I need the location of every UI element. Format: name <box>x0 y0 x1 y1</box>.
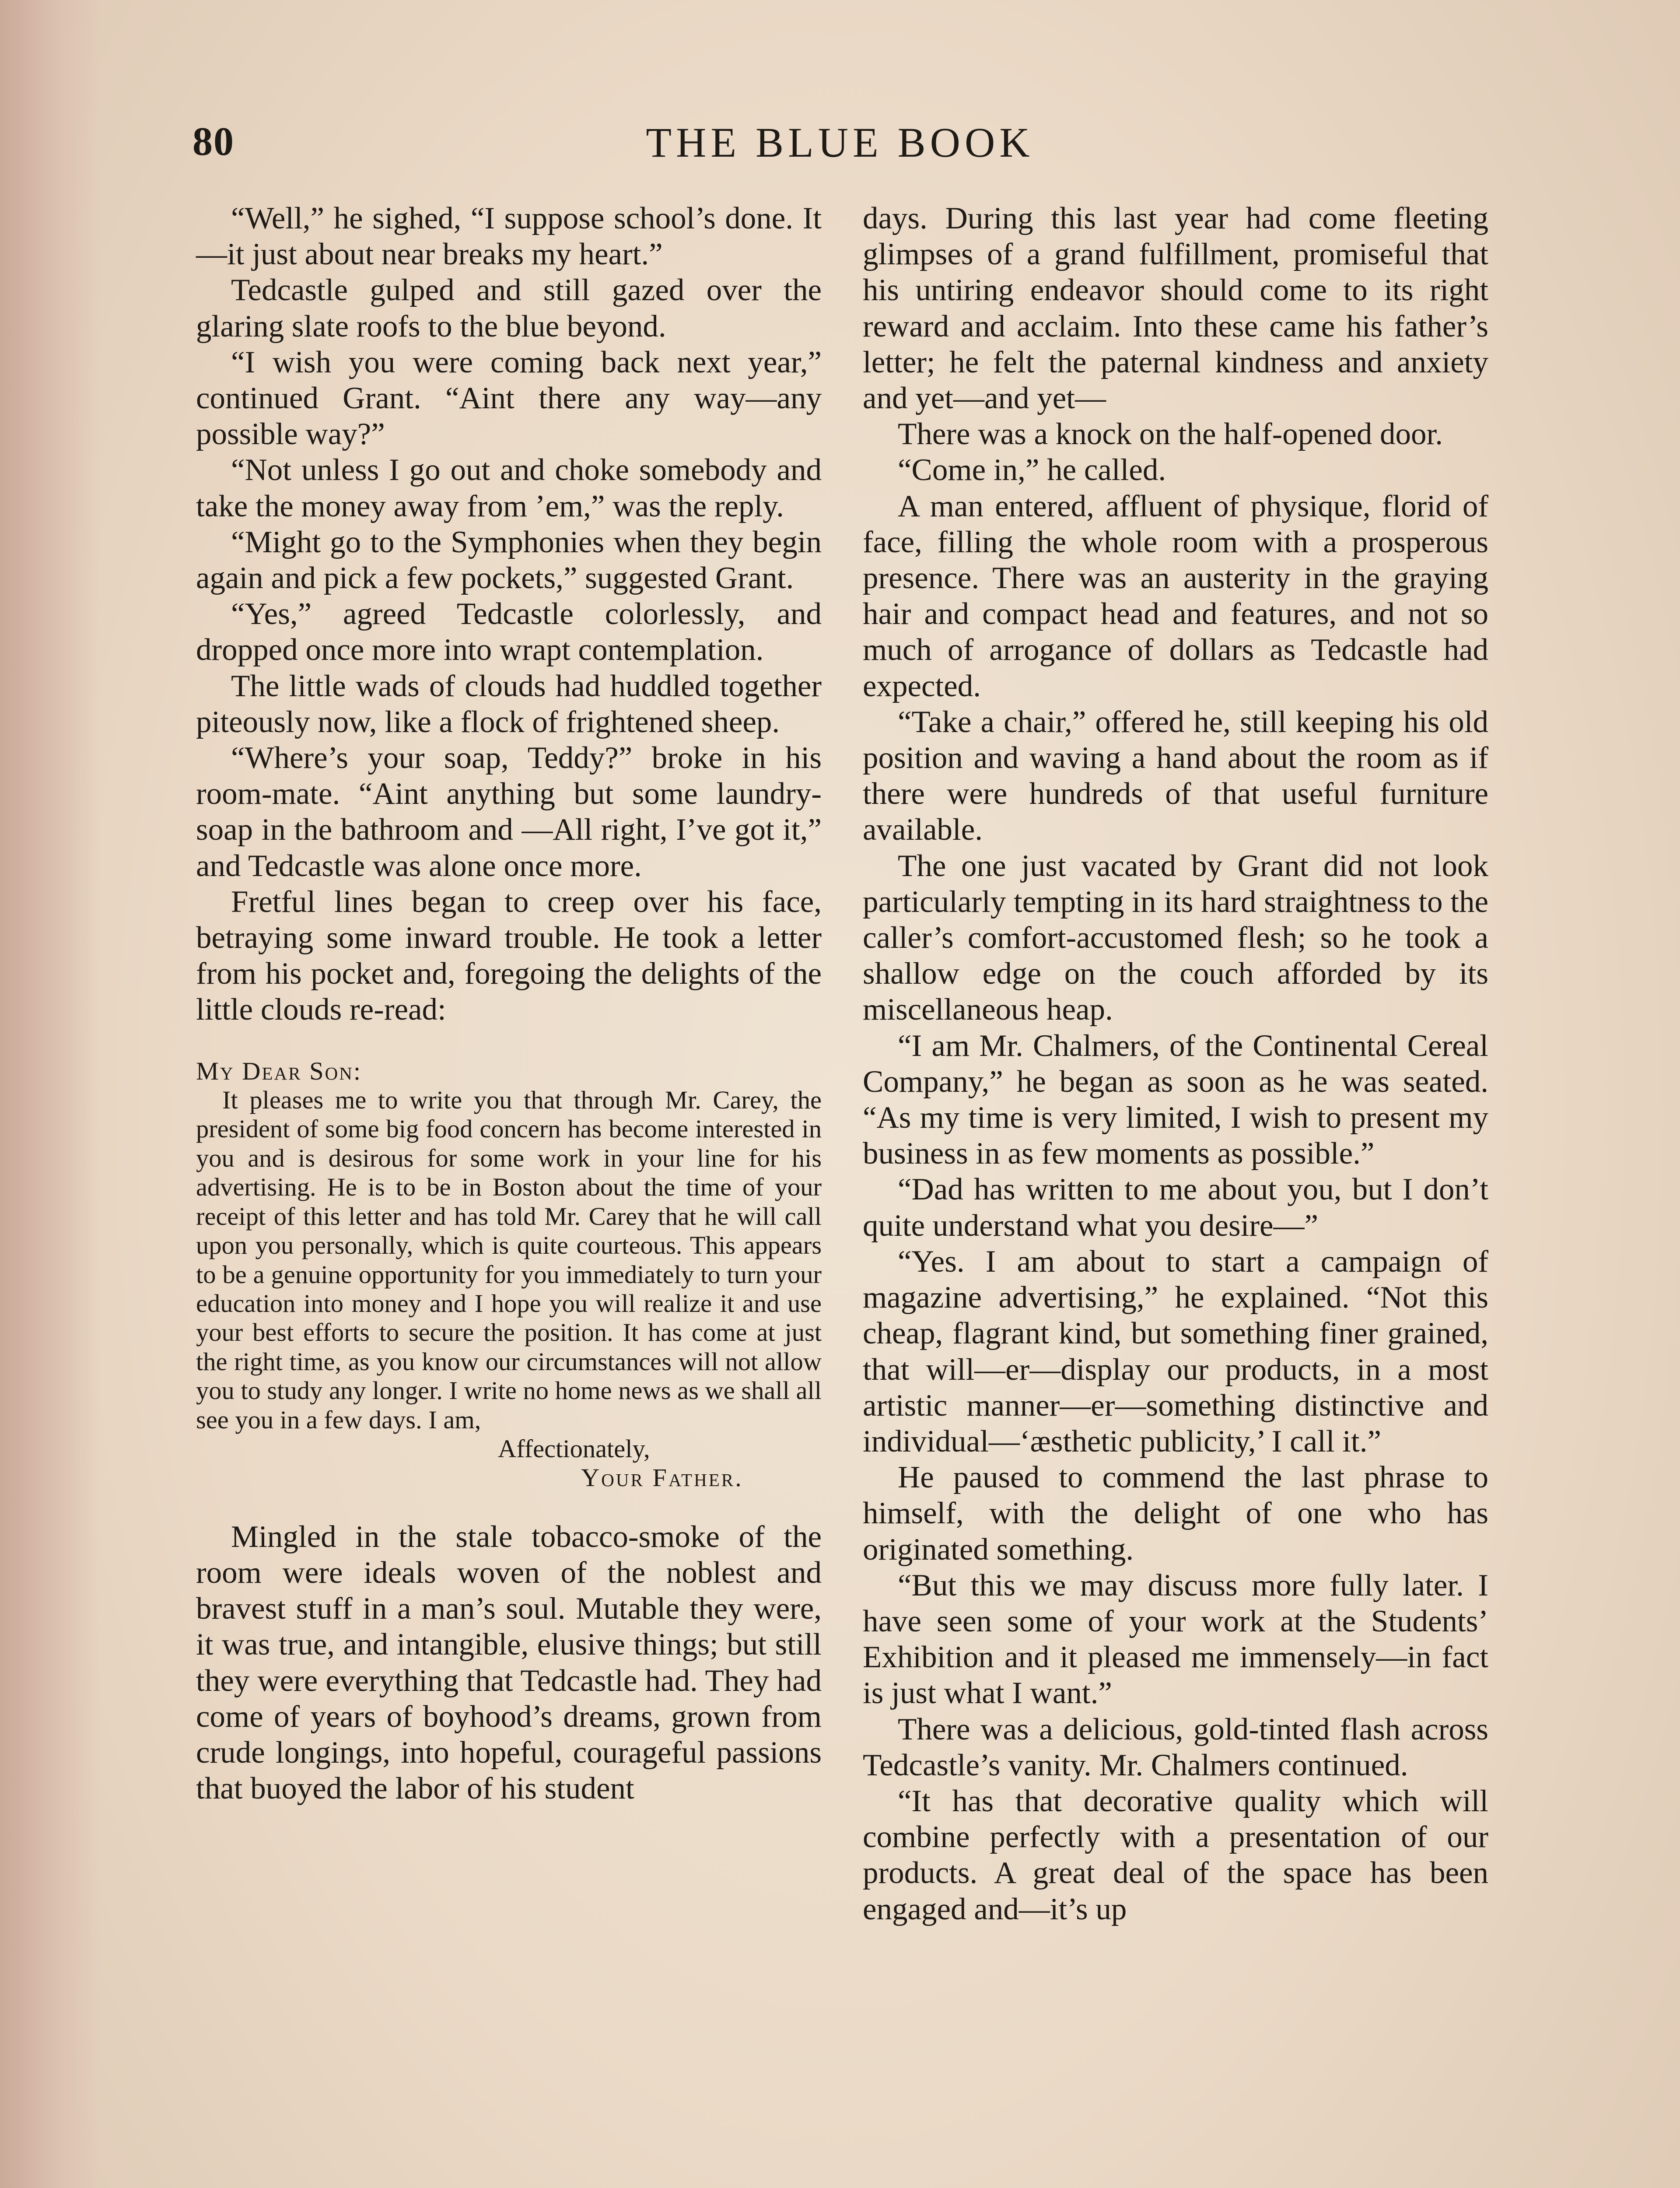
paragraph: He paused to commend the last phrase to himself, with the delight of one who has originated something. <box>863 1460 1488 1567</box>
page-number: 80 <box>192 119 234 164</box>
left-column <box>196 200 822 1806</box>
paragraph: Mingled in the stale tobacco-smoke of the room were ideals woven of the noblest and bravest stuff in a man’s soul. Mutable they were, it was true, and intangible, elusive things; but still they were everything that Tedcastle had. They had come of years of boyhood’s dreams, grown from crude longings, into hopeful, courageful passions that buoyed the labor of his student <box>196 1519 822 1806</box>
paragraph: Fretful lines began to creep over his face, betraying some inward trouble. He took a letter from his pocket and, foregoing the delights of the little clouds re-read: <box>196 884 822 1027</box>
paragraph: “Yes,” agreed Tedcastle colorlessly, and dropped once more into wrapt contemplation. <box>196 597 822 667</box>
paragraph: “Might go to the Symphonies when they begin again and pick a few pockets,” suggested Grant. <box>196 525 822 596</box>
paragraph: “Well,” he sighed, “I suppose school’s done. It—it just about near breaks my heart.” <box>196 201 822 272</box>
paragraph: A man entered, affluent of physique, florid of face, filling the whole room with a prosperous presence. There was an austerity in the graying hair and compact head and features, and not so much of arrogance of dollars as Tedcastle had expected. <box>863 489 1488 703</box>
paragraph: “I am Mr. Chalmers, of the Continental Cereal Company,” he began as soon as he was seated. “As my time is very limited, I wish to present my business in as few moments as possible.” <box>863 1028 1488 1171</box>
letter-signature: Your Father. <box>581 1463 743 1492</box>
paragraph: “Not unless I go out and choke somebody and take the money away from ’em,” was the reply. <box>196 453 822 523</box>
paragraph: “It has that decorative quality which will combine perfectly with a presentation of our products. A great deal of the space has been engaged and—it’s up <box>863 1784 1488 1926</box>
continued-paragraph: days. During this last year had come fleeting glimpses of a grand fulfillment, promiseful that his untiring endeavor should come to its right reward and acclaim. Into these came his father’s letter; he felt the paternal kindness and anxiety and yet—and yet— <box>863 201 1488 416</box>
paragraph: The one just vacated by Grant did not look particularly tempting in its hard straightness to the caller’s comfort-accustomed flesh; so he took a shallow edge on the couch afforded by its miscellaneous heap. <box>863 849 1488 1027</box>
paragraph: There was a knock on the half-opened door. <box>898 417 1443 452</box>
right-column <box>863 200 1488 1927</box>
letter-salutation: My Dear Son: <box>196 1056 362 1085</box>
paragraph: Tedcastle gulped and still gazed over the glaring slate roofs to the blue beyond. <box>196 273 822 344</box>
letter-closing: Affectionately, <box>498 1434 650 1463</box>
paragraph: There was a delicious, gold-tinted flash across Tedcastle’s vanity. Mr. Chalmers continued. <box>863 1712 1488 1782</box>
paragraph: The little wads of clouds had huddled together piteously now, like a flock of frightened sheep. <box>196 669 822 739</box>
paragraph: “Take a chair,” offered he, still keeping his old position and waving a hand about the room as if there were hundreds of that useful furniture available. <box>863 705 1488 847</box>
paragraph: “I wish you were coming back next year,” continued Grant. “Aint there any way—any possible way?” <box>196 345 822 452</box>
running-title: THE BLUE BOOK <box>646 119 1034 166</box>
page-header <box>192 118 1488 184</box>
quoted-letter <box>196 1057 822 1493</box>
page-edge-shadow <box>0 0 101 2188</box>
paragraph: “But this we may discuss more fully later. I have seen some of your work at the Students’ Exhibition and it pleased me immensely—in fact is just what I want.” <box>863 1568 1488 1711</box>
paragraph: “Yes. I am about to start a campaign of magazine advertising,” he explained. “Not this cheap, flagrant kind, but something finer grained, that will—er—display our products, in a most artistic manner—er—something distinctive and individual—‘æsthetic publicity,’ I call it.” <box>863 1244 1488 1459</box>
paragraph: “Dad has written to me about you, but I don’t quite understand what you desire—” <box>863 1172 1488 1243</box>
paragraph: “Come in,” he called. <box>898 453 1166 487</box>
paragraph: “Where’s your soap, Teddy?” broke in his room-mate. “Aint anything but some laundry-soap in the bathroom and —All right, I’ve got it,” and Tedcastle was alone once more. <box>196 741 822 883</box>
letter-body: It pleases me to write you that through Mr. Carey, the president of some big food concern has become interested in you and is desirous for some work in your line for his advertising. He is to be in Boston about the time of your receipt of this letter and has told Mr. Carey that he will call upon you personally, which is quite courteous. This appears to be a genuine opportunity for you immediately to turn your education into money and I hope you will realize it and use your best efforts to secure the position. It has come at just the right time, as you know our circumstances will not allow you to study any longer. I write no home news as we shall all see you in a few days. I am, <box>196 1086 822 1434</box>
